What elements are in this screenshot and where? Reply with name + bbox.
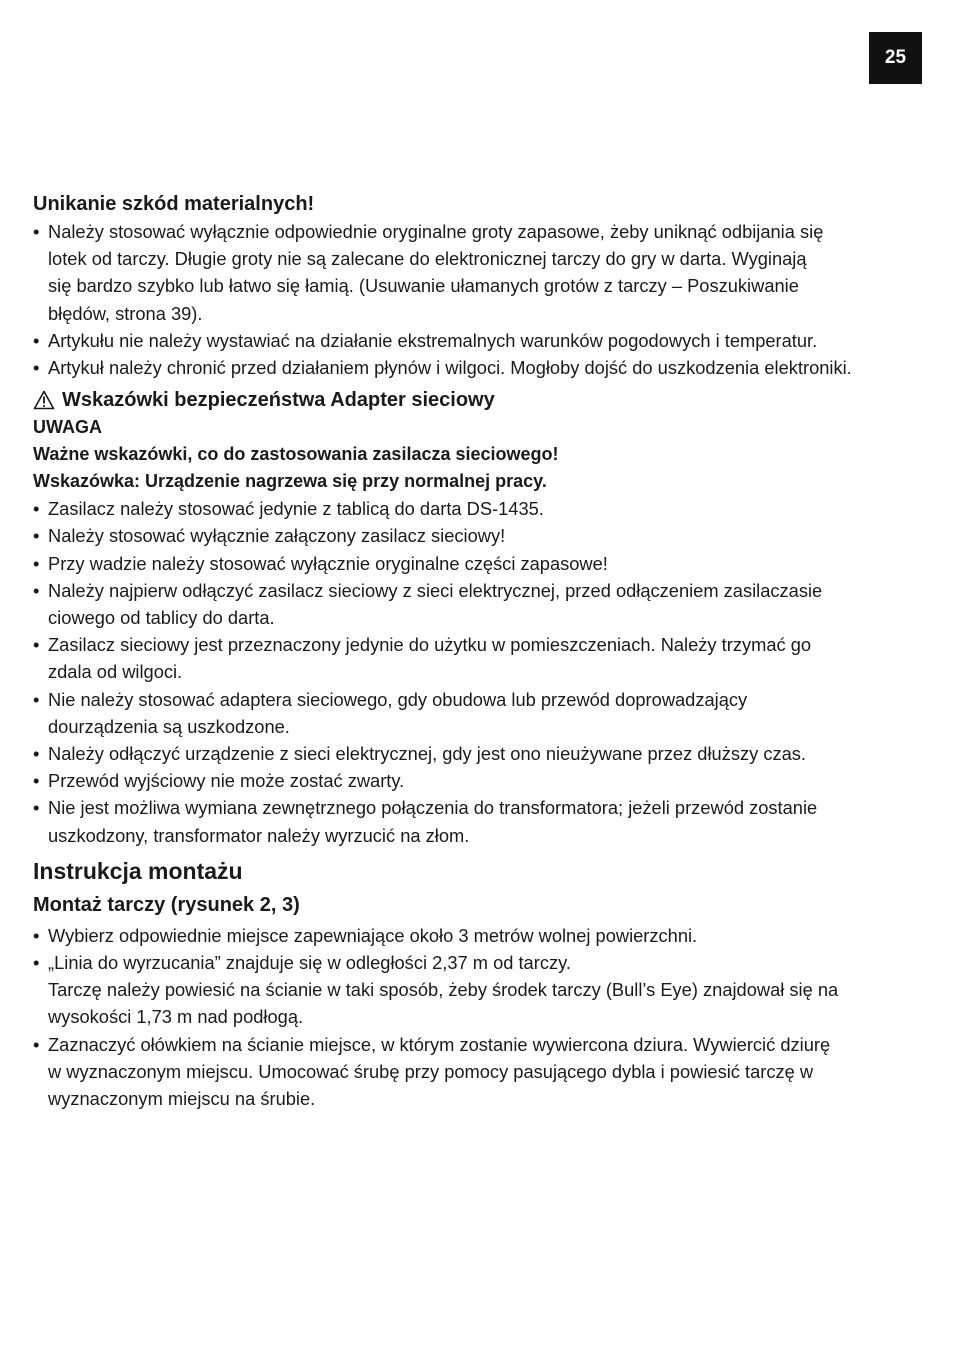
list-item-line: zdala od wilgoci. [48,661,183,683]
list-item-line: uszkodzony, transformator należy wyrzucić na złom. [48,824,470,846]
list-item-line: • Zasilacz sieciowy jest przeznaczony jedynie do użytku w pomieszczeniach. Należy trzymać go [48,634,812,656]
list-item-line: • Należy najpierw odłączyć zasilacz sieciowy z sieci elektrycznej, przed odłączeniem zasilaczasie [48,579,823,601]
adapter-safety-list [33,495,923,849]
list-item [33,354,923,381]
materials-list [33,218,923,381]
list-item [33,577,923,631]
list-item-line: • Należy stosować wyłącznie załączony zasilacz sieciowy! [48,525,506,547]
list-item [33,976,923,1030]
safety-heading-text: Wskazówki bezpieczeństwa Adapter sieciowy [62,389,495,412]
list-item-line: błędów, strona 39). [48,302,203,324]
list-item [33,327,923,354]
list-item-line: • Wybierz odpowiednie miejsce zapewniające około 3 metrów wolnej powierzchni. [48,924,698,946]
list-item [33,686,923,740]
list-item-line: dourządzenia są uszkodzone. [48,715,290,737]
list-item-line: • Należy stosować wyłącznie odpowiednie oryginalne groty zapasowe, żeby uniknąć odbijania się [48,221,824,242]
list-item-line: • Artykuł należy chronić przed działaniem płynów i wilgoci. Mogłoby dojść do uszkodzenia elektroniki. [48,357,852,379]
list-item-line: • Zasilacz należy stosować jedynie z tablicą do darta DS-1435. [48,498,544,520]
caution-label: UWAGA [33,417,102,438]
list-item [33,740,923,767]
list-item [33,550,923,577]
important-notice: Ważne wskazówki, co do zastosowania zasilacza sieciowego! [33,444,559,465]
list-item-line: • Nie jest możliwa wymiana zewnętrznego połączenia do transformatora; jeżeli przewód zostanie [48,797,818,819]
list-item-line: wysokości 1,73 m nad podłogą. [48,1006,304,1028]
safety-heading [33,386,923,414]
list-item-line: ciowego od tablicy do darta. [48,607,275,629]
mounting-subheading: Montaż tarczy (rysunek 2, 3) [33,893,300,916]
list-item-line: • Przy wadzie należy stosować wyłącznie oryginalne części zapasowe! [48,552,608,574]
page-number: 25 [869,32,922,84]
list-item-line: • Przewód wyjściowy nie może zostać zwarty. [48,770,405,792]
list-item-line: się bardzo szybko lub łatwo się łamią. (Usuwanie ułamanych grotów z tarczy – Poszukiwanie [48,275,799,297]
list-item [33,1031,923,1113]
hint-notice: Wskazówka: Urządzenie nagrzewa się przy normalnej pracy. [33,471,547,492]
list-item [33,794,923,848]
list-item [33,631,923,685]
list-item-line: lotek od tarczy. Długie groty nie są zalecane do elektronicznej tarczy do gry w darta. Wyginają [48,248,807,270]
list-item [33,949,923,976]
list-item [33,922,923,949]
list-item [33,218,923,327]
list-item-line: • Zaznaczyć ołówkiem na ścianie miejsce, w którym zostanie wywiercona dziura. Wywiercić dziurę [48,1033,831,1055]
list-item [33,767,923,794]
list-item-line: • Artykułu nie należy wystawiać na działanie ekstremalnych warunków pogodowych i temperatur. [48,329,818,351]
list-item-line: • Należy odłączyć urządzenie z sieci elektrycznej, gdy jest ono nieużywane przez dłuższy czas. [48,743,807,765]
list-item-line: • „Linia do wyrzucania” znajduje się w odległości 2,37 m od tarczy. [48,952,571,974]
page-content [33,190,923,1112]
list-item [33,495,923,522]
list-item-line: w wyznaczonym miejscu. Umocować śrubę przy pomocy pasującego dybla i powiesić tarczę w [48,1060,814,1082]
warning-triangle-icon [33,390,55,410]
materials-heading: Unikanie szkód materialnych! [33,193,315,215]
list-item [33,522,923,549]
installation-heading: Instrukcja montażu [33,857,243,884]
list-item-line: • Nie należy stosować adaptera sieciowego, gdy obudowa lub przewód doprowadzający [48,688,748,710]
list-item-line: wyznaczonym miejscu na śrubie. [48,1088,316,1110]
list-item-line: Tarczę należy powiesić na ścianie w taki sposób, żeby środek tarczy (Bull’s Eye) znajdował się na [48,979,839,1001]
mounting-list [33,922,923,1112]
